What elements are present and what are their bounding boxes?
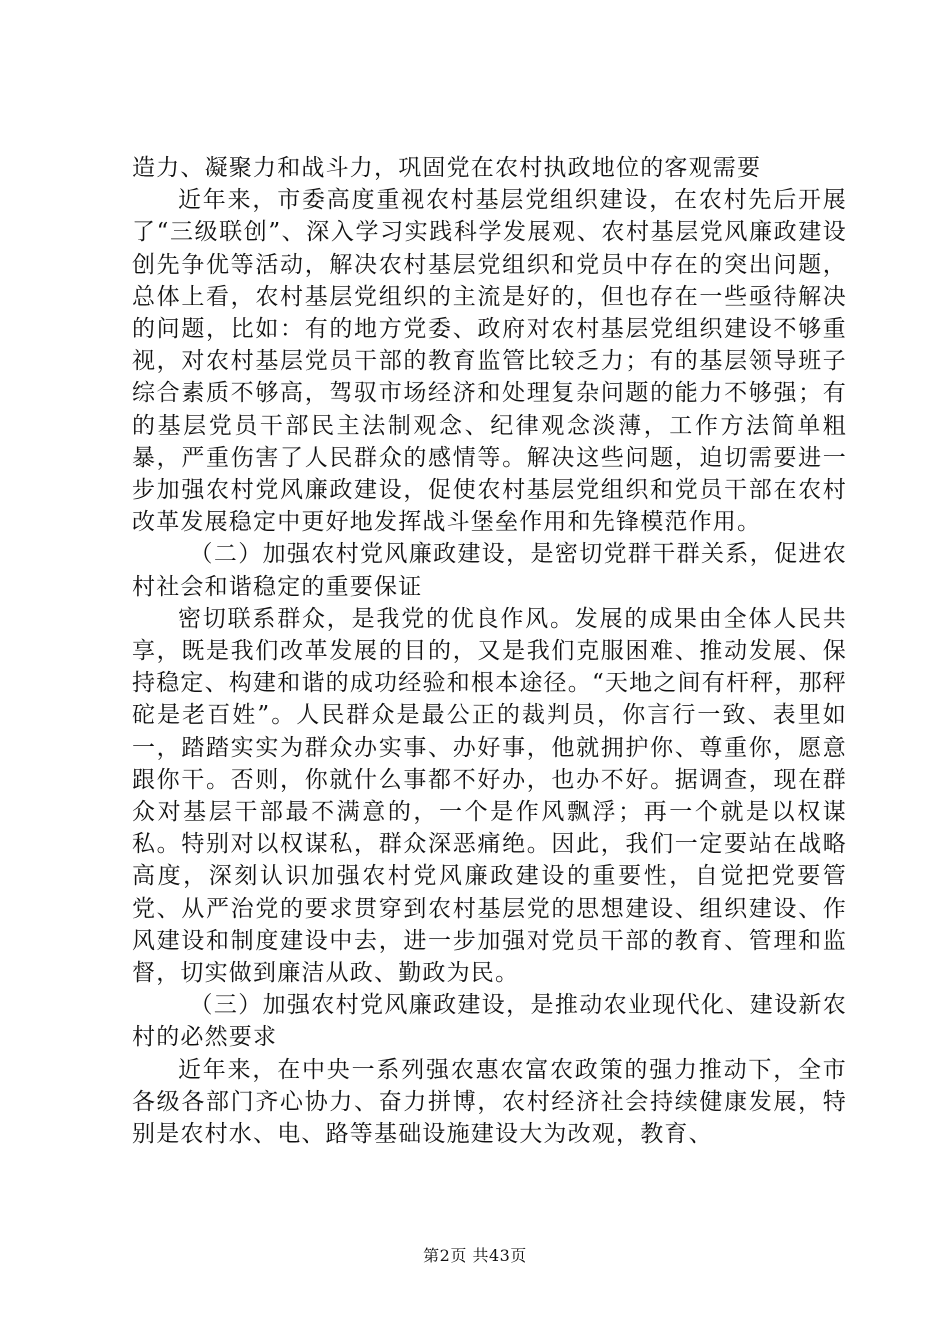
paragraph-body: 近年来，在中央一系列强农惠农富农政策的强力推动下，全市各级各部门齐心协力、奋力拼博，农村经济社会持续健康发展，特别是农村水、电、路等基础设施建设大为改观，教育、 bbox=[132, 1056, 847, 1148]
document-body bbox=[132, 152, 847, 1150]
paragraph-continued: 造力、凝聚力和战斗力，巩固党在农村执政地位的客观需要 bbox=[132, 155, 762, 181]
page-number-label: 第2页 共43页 bbox=[423, 1246, 527, 1265]
page-footer bbox=[0, 1243, 950, 1266]
paragraph-body: 近年来，市委高度重视农村基层党组织建设，在农村先后开展了“三级联创”、深入学习实践科学发展观、农村基层党风廉政建设创先争优等活动，解决农村基层党组织和党员中存在的突出问题，总体上看，农村基层党组织的主流是好的，但也存在一些亟待解决的问题，比如：有的地方党委、政府对农村基层党组织建设不够重视，对农村基层党员干部的教育监管比较乏力；有的基层领导班子综合素质不够高，驾驭市场经济和处理复杂问题的能力不够强；有的基层党员干部民主法制观念、纪律观念淡薄，工作方法简单粗暴，严重伤害了人民群众的感情等。解决这些问题，迫切需要进一步加强农村党风廉政建设，促使农村基层党组织和党员干部在农村改革发展稳定中更好地发挥战斗堡垒作用和先锋模范作用。 bbox=[132, 187, 847, 536]
section-heading: （二）加强农村党风廉政建设，是密切党群干群关系，促进农村社会和谐稳定的重要保证 bbox=[132, 541, 847, 600]
paragraph-body: 密切联系群众，是我党的优良作风。发展的成果由全体人民共享，既是我们改革发展的目的，又是我们克服困难、推动发展、保持稳定、构建和谐的成功经验和根本途径。“天地之间有杆秤，那秤砣是老百姓”。人民群众是最公正的裁判员，你言行一致、表里如一，踏踏实实为群众办实事、办好事，他就拥护你、尊重你，愿意跟你干。否则，你就什么事都不好办，也办不好。据调查，现在群众对基层干部最不满意的，一个是作风飘浮；再一个就是以权谋私。特别对以权谋私，群众深恶痛绝。因此，我们一定要站在战略高度，深刻认识加强农村党风廉政建设的重要性，自觉把党要管党、从严治党的要求贯穿到农村基层党的思想建设、组织建设、作风建设和制度建设中去，进一步加强对党员干部的教育、管理和监督，切实做到廉洁从政、勤政为民。 bbox=[132, 605, 847, 987]
section-heading: （三）加强农村党风廉政建设，是推动农业现代化、建设新农村的必然要求 bbox=[132, 992, 847, 1051]
